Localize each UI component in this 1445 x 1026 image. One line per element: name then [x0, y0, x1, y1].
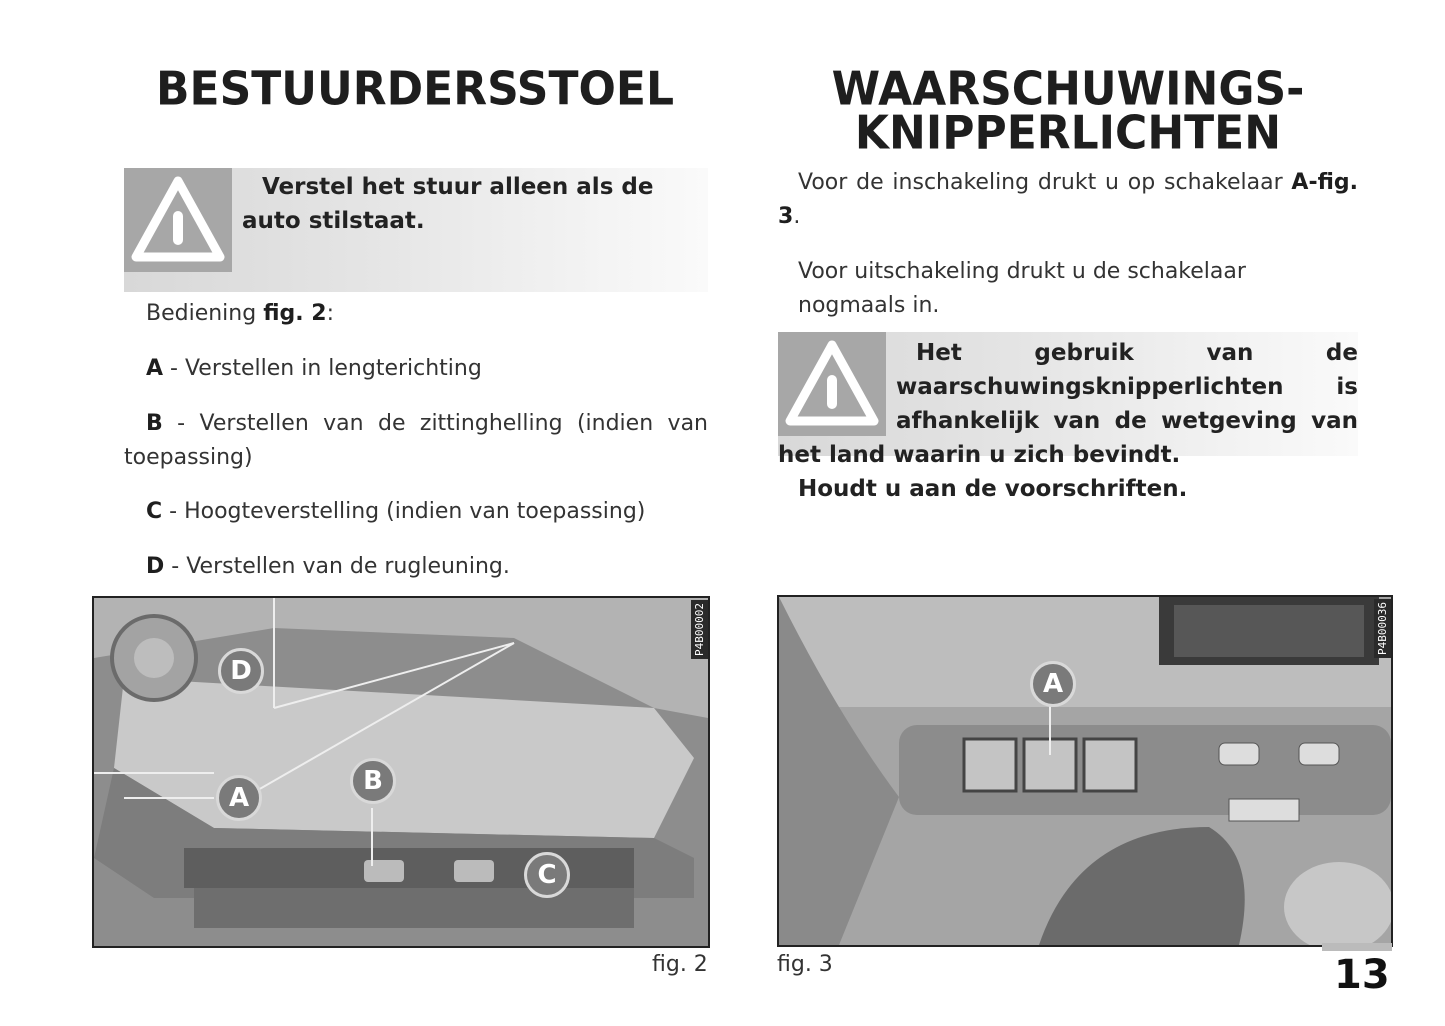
- figure-code: P4B00036: [1374, 599, 1391, 658]
- right-page-title-line1: WAARSCHUWINGS-: [831, 62, 1305, 117]
- page-number: 13: [1334, 952, 1390, 998]
- left-warning-box: [124, 168, 708, 292]
- activation-paragraph: Voor de inschakeling drukt u op schakelaar A-fig. 3.: [778, 170, 1358, 229]
- figure-caption-3: fig. 3: [777, 952, 833, 977]
- label-d: D: [218, 648, 264, 694]
- label-a-hazard-switch: A: [1030, 661, 1076, 707]
- right-page-title-line2: KNIPPERLICHTEN: [854, 106, 1282, 161]
- page-tab-marker: [1322, 943, 1392, 951]
- left-warning-text: Verstel het stuur alleen als de auto stilstaat.: [242, 174, 654, 234]
- dashboard-photo: [777, 595, 1393, 947]
- control-item-a: A - Verstellen in lengterichting: [146, 356, 482, 381]
- right-warning-text-2: Houdt u aan de voorschriften.: [798, 476, 1188, 502]
- label-a: A: [216, 775, 262, 821]
- warning-triangle-icon: [124, 168, 232, 272]
- label-b: B: [350, 758, 396, 804]
- seat-illustration: [94, 598, 708, 946]
- label-c: C: [524, 852, 570, 898]
- deactivation-paragraph: Voor uitschakeling drukt u de schakelaar nogmaals in.: [798, 259, 1246, 318]
- control-item-c: C - Hoogteverstelling (indien van toepassing): [146, 499, 646, 524]
- figure-caption-2: fig. 2: [652, 952, 708, 977]
- control-item-d: D - Verstellen van de rugleuning.: [146, 554, 510, 579]
- control-item-b: B - Verstellen van de zittinghelling (indien van toepassing): [124, 411, 708, 470]
- dashboard-illustration: [779, 597, 1391, 945]
- seat-photo: [92, 596, 710, 948]
- right-warning-text: Het gebruik van de waarschuwingsknipperlichten is afhankelijk van de wetgeving van het land waarin u zich bevindt.: [778, 340, 1358, 468]
- left-page-title: BESTUURDERSSTOEL: [155, 62, 674, 117]
- controls-intro: Bediening fig. 2:: [146, 301, 335, 326]
- figure-code: P4B00002: [691, 600, 708, 659]
